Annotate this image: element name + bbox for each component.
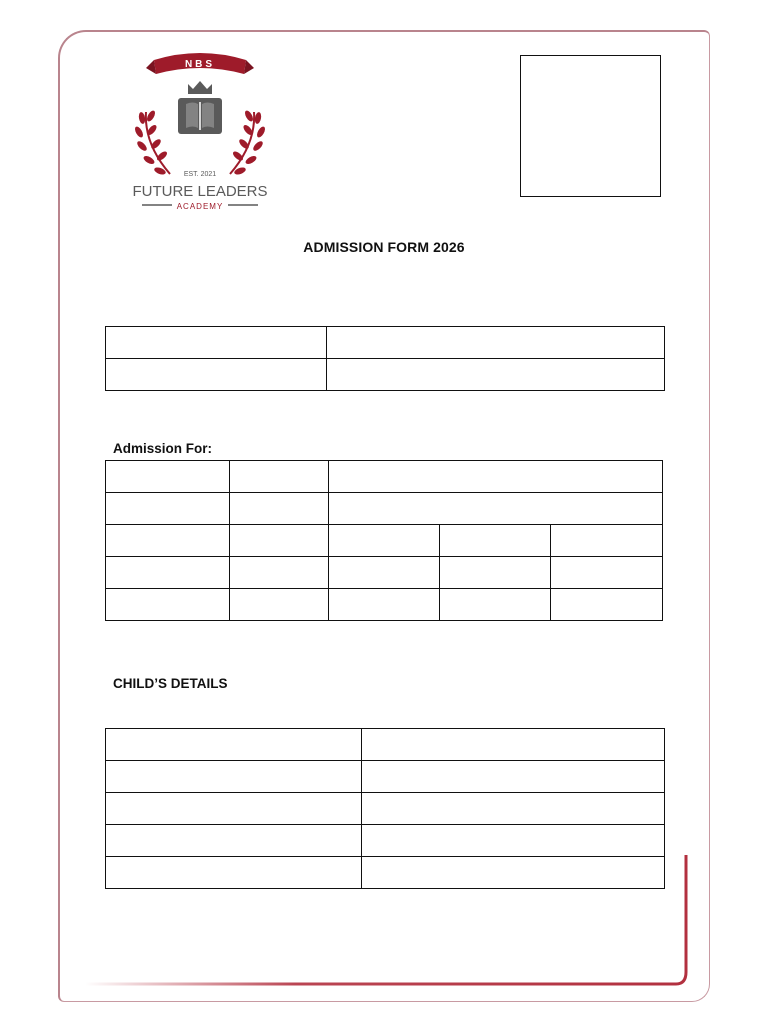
table-cell[interactable] (551, 557, 663, 589)
table-cell (230, 525, 329, 557)
photo-box[interactable] (520, 55, 661, 197)
childs-details-label: CHILD’S DETAILS (113, 676, 228, 691)
table-cell (106, 327, 327, 359)
table-cell (106, 761, 362, 793)
table-cell (230, 461, 329, 493)
childs-details-table (105, 728, 665, 889)
table-cell (106, 359, 327, 391)
admission-for-label: Admission For: (113, 441, 213, 456)
admission-table (105, 460, 663, 621)
table-row (106, 793, 665, 825)
left-laurel-icon (133, 109, 170, 176)
table-cell[interactable] (440, 557, 551, 589)
table-row (106, 493, 663, 525)
table-cell[interactable] (362, 825, 665, 857)
table-cell[interactable] (327, 327, 665, 359)
table-cell[interactable] (362, 761, 665, 793)
info-table (105, 326, 665, 391)
table-cell (230, 589, 329, 621)
table-cell (106, 729, 362, 761)
table-row (106, 761, 665, 793)
table-row (106, 327, 665, 359)
table-row (106, 589, 663, 621)
table-cell[interactable] (329, 493, 663, 525)
table-cell[interactable] (551, 525, 663, 557)
table-row (106, 729, 665, 761)
table-cell[interactable] (329, 461, 663, 493)
right-laurel-icon (230, 109, 267, 176)
table-row (106, 557, 663, 589)
table-cell (106, 461, 230, 493)
table-row (106, 359, 665, 391)
table-cell[interactable] (362, 857, 665, 889)
table-cell[interactable] (440, 589, 551, 621)
table-cell (106, 857, 362, 889)
est-text: EST. 2021 (183, 171, 217, 178)
table-cell[interactable] (440, 525, 551, 557)
table-row (106, 461, 663, 493)
table-cell (106, 825, 362, 857)
table-cell[interactable] (329, 525, 440, 557)
table-cell (106, 793, 362, 825)
table-cell (106, 557, 230, 589)
table-cell[interactable] (329, 589, 440, 621)
table-cell[interactable] (362, 729, 665, 761)
table-cell (106, 493, 230, 525)
academy-logo (120, 44, 280, 216)
table-cell[interactable] (551, 589, 663, 621)
ribbon-text: NBS (184, 59, 216, 70)
table-cell (106, 525, 230, 557)
table-cell (230, 493, 329, 525)
academy-sub-text: ACADEMY (176, 202, 224, 211)
table-cell (230, 557, 329, 589)
academy-name-text: FUTURE LEADERS (132, 183, 268, 200)
table-row (106, 857, 665, 889)
table-row (106, 825, 665, 857)
table-cell[interactable] (329, 557, 440, 589)
table-cell[interactable] (327, 359, 665, 391)
form-title: ADMISSION FORM 2026 (303, 239, 465, 255)
crown-icon (188, 81, 212, 94)
table-cell (106, 589, 230, 621)
table-row (106, 525, 663, 557)
table-cell[interactable] (362, 793, 665, 825)
